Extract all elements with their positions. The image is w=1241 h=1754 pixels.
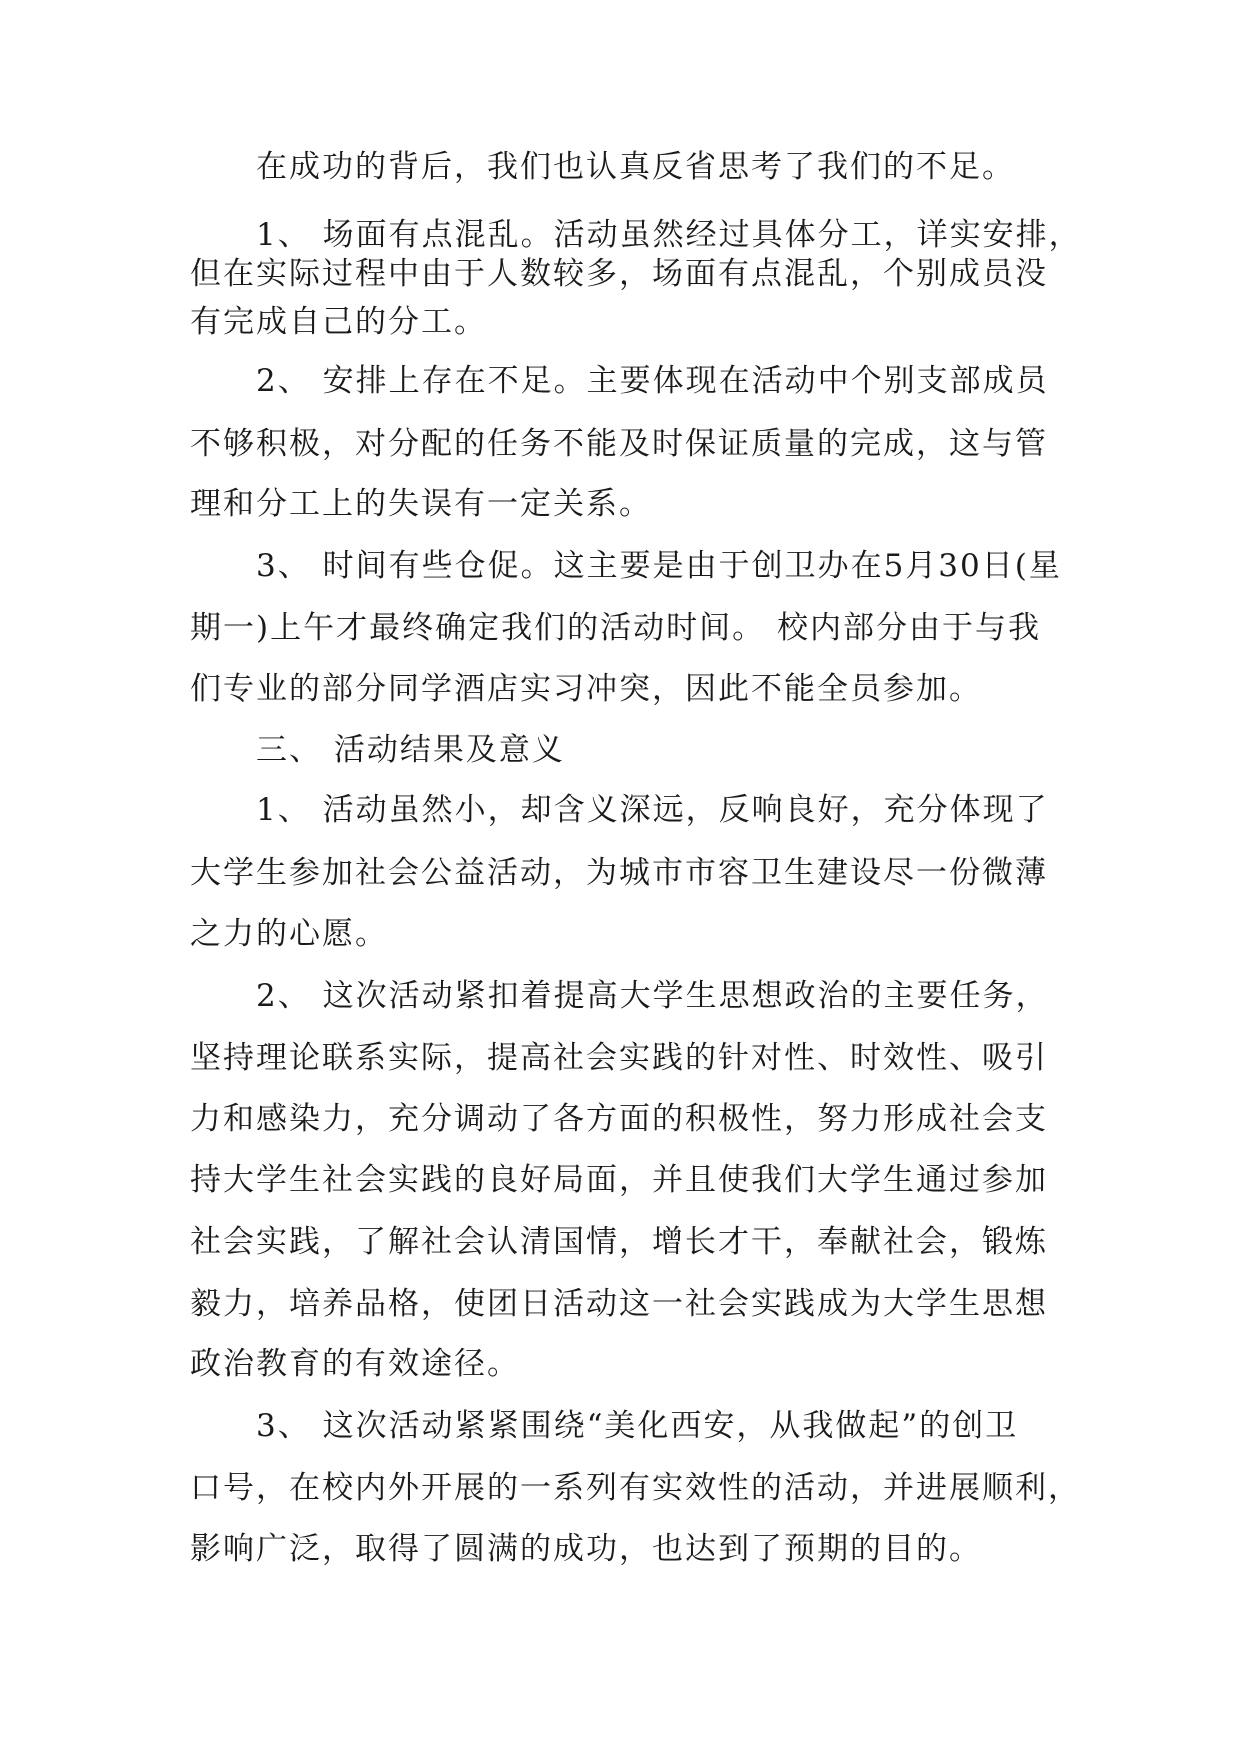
paragraph-line: 理和分工上的失误有一定关系。 bbox=[190, 486, 652, 522]
paragraph-line: 但在实际过程中由于人数较多，场面有点混乱，个别成员没 bbox=[190, 256, 1048, 292]
paragraph-line: 2、 安排上存在不足。主要体现在活动中个别支部成员 bbox=[256, 363, 1049, 399]
paragraph-line: 有完成自己的分工。 bbox=[190, 304, 487, 340]
paragraph-line: 力和感染力，充分调动了各方面的积极性，努力形成社会支 bbox=[190, 1101, 1048, 1137]
section-heading: 三、 活动结果及意义 bbox=[256, 732, 565, 768]
paragraph-line: 们专业的部分同学酒店实习冲突，因此不能全员参加。 bbox=[190, 671, 982, 707]
paragraph-line: 社会实践，了解社会认清国情，增长才干，奉献社会，锻炼 bbox=[190, 1224, 1048, 1260]
paragraph-line: 持大学生社会实践的良好局面，并且使我们大学生通过参加 bbox=[190, 1162, 1048, 1198]
paragraph-line: 1、 场面有点混乱。活动虽然经过具体分工，详实安排， bbox=[256, 217, 1082, 253]
paragraph-line: 坚持理论联系实际，提高社会实践的针对性、时效性、吸引 bbox=[190, 1040, 1048, 1076]
paragraph-line: 大学生参加社会公益活动，为城市市容卫生建设尽一份微薄 bbox=[190, 855, 1048, 891]
paragraph-line: 2、 这次活动紧扣着提高大学生思想政治的主要任务， bbox=[256, 978, 1049, 1014]
paragraph-line: 在成功的背后，我们也认真反省思考了我们的不足。 bbox=[256, 149, 1015, 185]
paragraph-line: 政治教育的有效途径。 bbox=[190, 1346, 520, 1382]
paragraph-line: 不够积极，对分配的任务不能及时保证质量的完成，这与管 bbox=[190, 426, 1048, 462]
paragraph-line: 之力的心愿。 bbox=[190, 916, 388, 952]
paragraph-line: 3、 时间有些仓促。这主要是由于创卫办在5月30日(星 bbox=[256, 548, 1062, 584]
paragraph-line: 1、 活动虽然小，却含义深远，反响良好，充分体现了 bbox=[256, 792, 1049, 828]
paragraph-line: 期一)上午才最终确定我们的活动时间。 校内部分由于与我 bbox=[190, 610, 1041, 646]
paragraph-line: 影响广泛，取得了圆满的成功，也达到了预期的目的。 bbox=[190, 1531, 982, 1567]
paragraph-line: 口号，在校内外开展的一系列有实效性的活动，并进展顺利， bbox=[190, 1470, 1081, 1506]
paragraph-line: 毅力，培养品格，使团日活动这一社会实践成为大学生思想 bbox=[190, 1286, 1048, 1322]
paragraph-line: 3、 这次活动紧紧围绕“美化西安，从我做起”的创卫 bbox=[256, 1408, 1019, 1444]
